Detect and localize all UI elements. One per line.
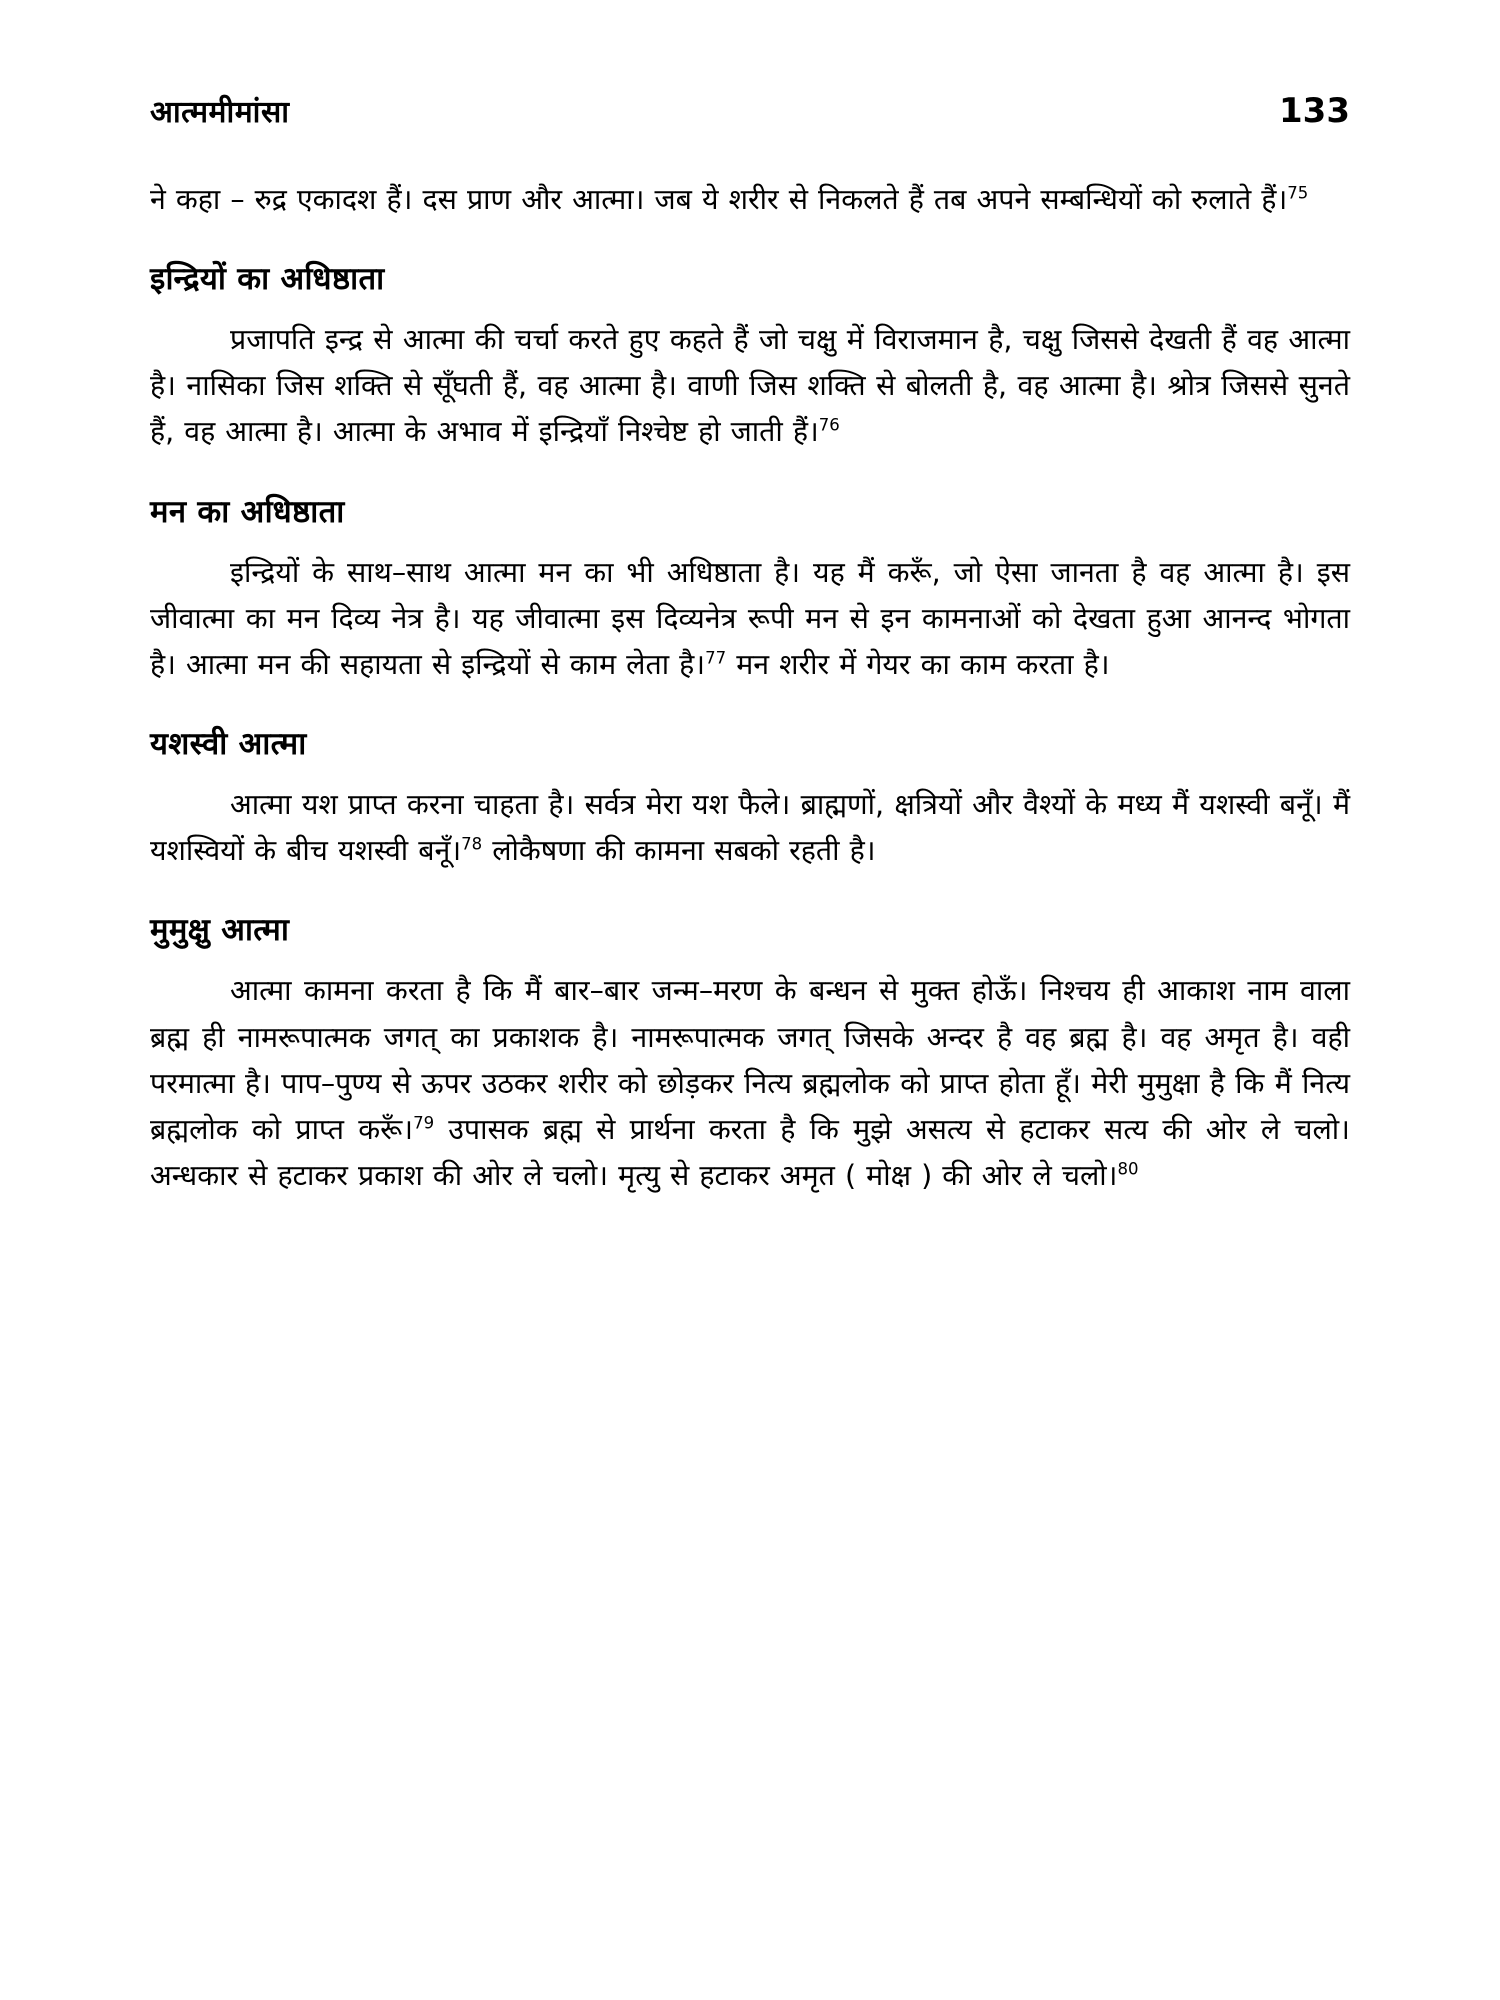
footnote-marker-75: 75: [1287, 183, 1309, 203]
opening-paragraph: [150, 177, 1350, 223]
page-header: [150, 90, 1350, 131]
section-heading-indriyon-ka-adhishthata: इन्द्रियों का अधिष्ठाता: [150, 261, 385, 298]
section-paragraph-tail: लोकैषणा की कामना सबको रहती है।: [482, 834, 876, 868]
footnote-marker-76: 76: [818, 415, 840, 435]
book-title: आत्ममीमांसा: [150, 95, 290, 130]
opening-paragraph-text: ने कहा – रुद्र एकादश हैं। दस प्राण और आत्मा। जब ये शरीर से निकलते हैं तब अपने सम्बन्धियों को रुलाते हैं।: [150, 183, 1288, 216]
section-heading-mumukshu-atma: मुमुक्षु आत्मा: [150, 912, 290, 949]
section-paragraph-man-ka-adhishthata: [150, 550, 1350, 688]
section-paragraph-tail: उपासक ब्रह्म से प्रार्थना करता है कि मुझे असत्य से हटाकर सत्य की ओर ले चलो। अन्धकार से हटाकर प्रकाश की ओर ले चलो। मृत्यु से हटाकर अमृत ( मोक्ष ) की ओर ले चलो।: [150, 1112, 1350, 1193]
page-number: 133: [1279, 91, 1350, 131]
footnote-marker-78: 78: [461, 834, 483, 854]
section-paragraph-text: इन्द्रियों के साथ–साथ आत्मा मन का भी अधिष्ठाता है। यह मैं करूँ, जो ऐसा जानता है वह आत्मा है। इस जीवात्मा का मन दिव्य नेत्र है। यह जीवात्मा इस दिव्यनेत्र रूपी मन से इन कामनाओं को देखता हुआ आनन्द भोगता है। आत्मा मन की सहायता से इन्द्रियों से काम लेता है।: [150, 555, 1350, 681]
section-paragraph-text: प्रजापति इन्द्र से आत्मा की चर्चा करते हुए कहते हैं जो चक्षु में विराजमान है, चक्षु जिससे देखती हैं वह आत्मा है। नासिका जिस शक्ति से सूँघती हैं, वह आत्मा है। वाणी जिस शक्ति से बोलती है, वह आत्मा है। श्रोत्र जिससे सुनते हैं, वह आत्मा है। आत्मा के अभाव में इन्द्रियाँ निश्चेष्ट हो जाती हैं।: [150, 323, 1350, 449]
section-paragraph-tail: मन शरीर में गेयर का काम करता है।: [726, 647, 1110, 681]
section-heading-man-ka-adhishthata: मन का अधिष्ठाता: [150, 493, 345, 530]
footnote-marker-79: 79: [413, 1113, 435, 1133]
section-paragraph-mumukshu-atma: [150, 968, 1350, 1199]
footnote-marker-77: 77: [705, 648, 727, 668]
footnote-marker-80: 80: [1117, 1159, 1139, 1179]
section-heading-yashasvi-atma: यशस्वी आत्मा: [150, 726, 307, 763]
section-paragraph-indriyon-ka-adhishthata: [150, 317, 1350, 455]
section-paragraph-yashasvi-atma: [150, 782, 1350, 874]
section-paragraph-text: आत्मा यश प्राप्त करना चाहता है। सर्वत्र मेरा यश फैले। ब्राह्मणों, क्षत्रियों और वैश्यों के मध्य मैं यशस्वी बनूँ। मैं यशस्वियों के बीच यशस्वी बनूँ।: [150, 788, 1350, 868]
section-paragraph-text: आत्मा कामना करता है कि मैं बार–बार जन्म–मरण के बन्धन से मुक्त होऊँ। निश्चय ही आकाश नाम वाला ब्रह्म ही नामरूपात्मक जगत् का प्रकाशक है। नामरूपात्मक जगत् जिसके अन्दर है वह ब्रह्म है। वह अमृत है। वही परमात्मा है। पाप–पुण्य से ऊपर उठकर शरीर को छोड़कर नित्य ब्रह्मलोक को प्राप्त होता हूँ। मेरी मुमुक्षा है कि मैं नित्य ब्रह्मलोक को प्राप्त करूँ।: [150, 974, 1350, 1146]
